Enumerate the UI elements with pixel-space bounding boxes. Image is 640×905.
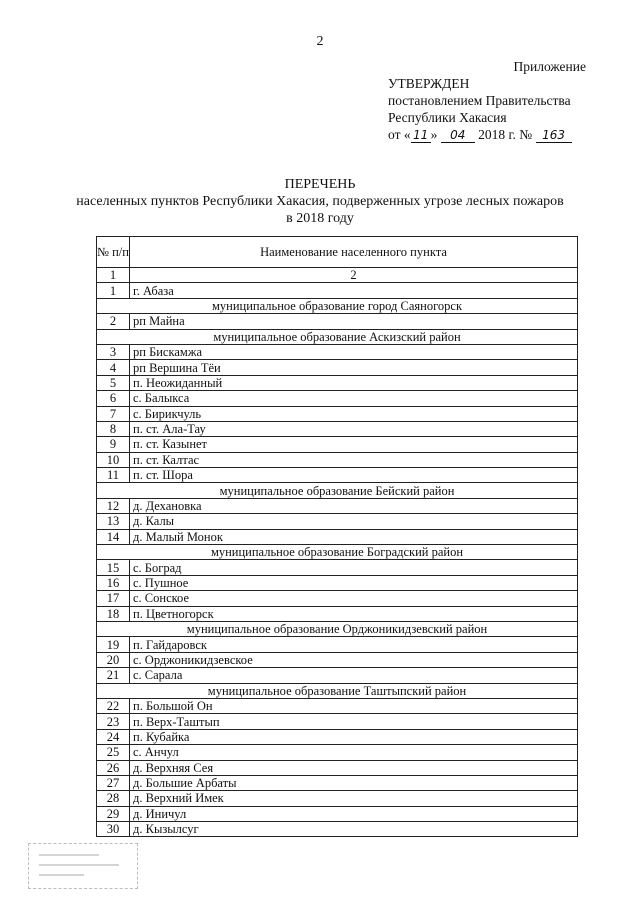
group-row [97,329,578,344]
table-row [97,606,578,621]
table-row [97,529,578,544]
group-row [97,683,578,698]
group-row [97,483,578,498]
approved-label: УТВЕРЖДЕН [388,76,470,91]
approval-date-line [388,126,598,143]
table-row [97,437,578,452]
table-row [97,575,578,590]
table-row [97,822,578,837]
group-heading: муниципальное образование Таштыпский район [97,683,578,698]
row-number: 4 [97,360,130,375]
document-subtitle-line-1: населенных пунктов Республики Хакасия, подверженных угрозе лесных пожаров [76,194,564,209]
handwritten-number: 163 [536,128,572,143]
row-number: 27 [97,775,130,790]
table-row [97,775,578,790]
col-name-header: Наименование населенного пункта [130,237,578,268]
approval-block [388,58,598,143]
table-row [97,283,578,298]
table-row [97,637,578,652]
table-row [97,406,578,421]
table-row [97,344,578,359]
settlement-name: с. Балыкса [130,391,578,406]
document-title: ПЕРЕЧЕНЬ [284,177,356,192]
handwritten-day: 11 [411,128,431,143]
table-row [97,468,578,483]
table-row [97,498,578,513]
settlement-name: д. Иничул [130,806,578,821]
row-number: 19 [97,637,130,652]
group-row [97,545,578,560]
settlement-name: с. Анчул [130,745,578,760]
row-number: 24 [97,729,130,744]
year-text: 2018 г. № [478,127,533,142]
settlement-name: с. Боград [130,560,578,575]
table-row [97,591,578,606]
settlement-name: с. Бирикчуль [130,406,578,421]
settlement-name: г. Абаза [130,283,578,298]
row-number: 9 [97,437,130,452]
settlement-name: д. Кызылсуг [130,822,578,837]
settlement-name: п. Кубайка [130,729,578,744]
settlement-name: д. Верхняя Сея [130,760,578,775]
table-row [97,314,578,329]
row-number: 12 [97,498,130,513]
date-separator: » [430,127,438,142]
settlement-name: рп Бискамжа [130,344,578,359]
settlement-name: д. Большие Арбаты [130,775,578,790]
settlement-name: д. Верхний Имек [130,791,578,806]
row-number: 17 [97,591,130,606]
settlement-name: рп Майна [130,314,578,329]
settlement-name: с. Орджоникидзевское [130,652,578,667]
group-heading: муниципальное образование город Саяногорск [97,298,578,313]
row-number: 30 [97,822,130,837]
table-row [97,421,578,436]
settlement-name: п. ст. Ала-Тау [130,421,578,436]
row-number: 2 [97,314,130,329]
row-number: 16 [97,575,130,590]
handwritten-month: 04 [441,128,475,143]
date-prefix: от « [388,127,411,142]
row-number: 23 [97,714,130,729]
row-number: 5 [97,375,130,390]
col-number-header: № п/п [97,237,130,268]
table-row [97,652,578,667]
table-row [97,729,578,744]
table-index-row [97,268,578,283]
row-number: 26 [97,760,130,775]
table-row [97,745,578,760]
settlement-name: п. Неожиданный [130,375,578,390]
settlement-name: п. ст. Шора [130,468,578,483]
row-number: 10 [97,452,130,467]
settlement-name: д. Дехановка [130,498,578,513]
table-row [97,791,578,806]
row-number: 25 [97,745,130,760]
page-number: 2 [316,34,324,49]
settlement-name: с. Сонское [130,591,578,606]
table-row [97,806,578,821]
row-number: 1 [97,283,130,298]
settlements-table [96,236,578,837]
table-row [97,714,578,729]
settlement-name: д. Калы [130,514,578,529]
index-cell-1: 1 [97,268,130,283]
row-number: 8 [97,421,130,436]
row-number: 20 [97,652,130,667]
settlement-name: п. Цветногорск [130,606,578,621]
table-row [97,760,578,775]
settlement-name: п. Верх-Таштып [130,714,578,729]
row-number: 13 [97,514,130,529]
table-row [97,360,578,375]
settlement-name: п. ст. Калтас [130,452,578,467]
table-row [97,560,578,575]
document-subtitle-line-2: в 2018 году [286,211,354,226]
table-header-row [97,237,578,268]
settlement-name: п. Большой Он [130,698,578,713]
row-number: 7 [97,406,130,421]
row-number: 14 [97,529,130,544]
appendix-label: Приложение [513,59,586,74]
group-row [97,621,578,636]
settlement-name: п. ст. Казынет [130,437,578,452]
settlement-name: с. Пушное [130,575,578,590]
row-number: 21 [97,668,130,683]
table-row [97,391,578,406]
group-heading: муниципальное образование Боградский район [97,545,578,560]
group-heading: муниципальное образование Бейский район [97,483,578,498]
table-row [97,668,578,683]
index-cell-2: 2 [130,268,578,283]
row-number: 15 [97,560,130,575]
row-number: 22 [97,698,130,713]
row-number: 11 [97,468,130,483]
faded-stamp [28,843,138,889]
settlement-name: п. Гайдаровск [130,637,578,652]
settlement-name: д. Малый Монок [130,529,578,544]
row-number: 6 [97,391,130,406]
row-number: 29 [97,806,130,821]
row-number: 18 [97,606,130,621]
row-number: 3 [97,344,130,359]
group-row [97,298,578,313]
table-row [97,514,578,529]
row-number: 28 [97,791,130,806]
table-row [97,452,578,467]
group-heading: муниципальное образование Орджоникидзевский район [97,621,578,636]
table-row [97,375,578,390]
approval-line-1: постановлением Правительства [388,93,571,108]
settlement-name: рп Вершина Тёи [130,360,578,375]
settlement-name: с. Сарала [130,668,578,683]
table-row [97,698,578,713]
approval-line-2: Республики Хакасия [388,110,507,125]
group-heading: муниципальное образование Аскизский район [97,329,578,344]
